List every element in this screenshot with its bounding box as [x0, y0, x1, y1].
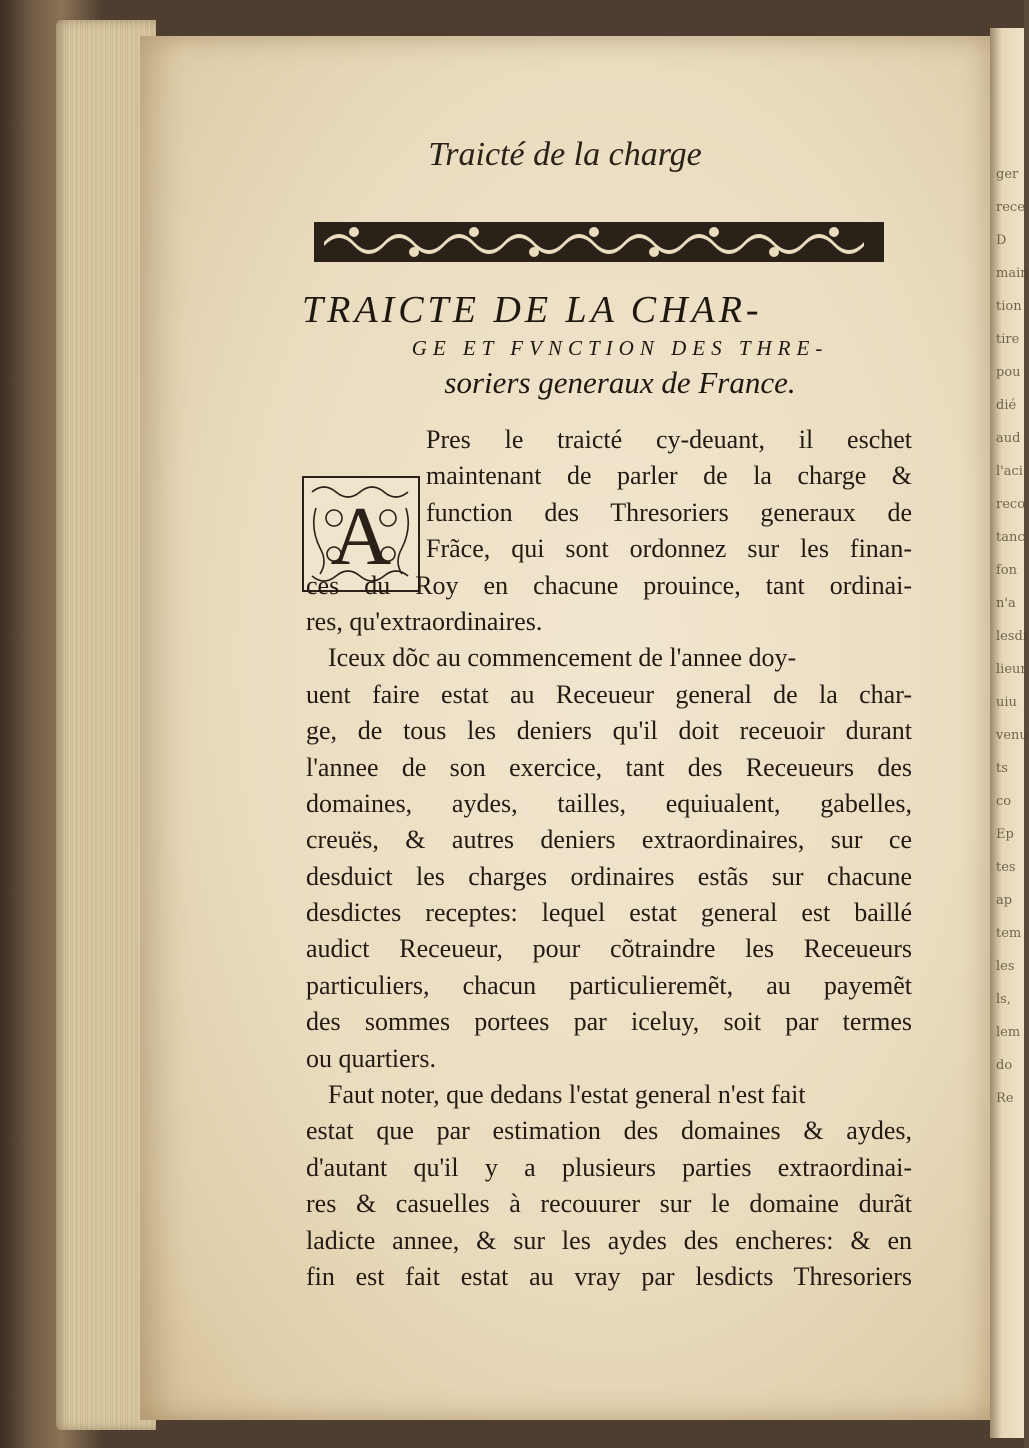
facing-page-fragment: tanc — [996, 530, 1025, 545]
chapter-title — [300, 288, 940, 401]
text-line: Faut noter, que dedans l'estat general n'est fait — [328, 1080, 806, 1110]
facing-page-fragment: venu — [996, 728, 1028, 743]
text-line: d'autant qu'il y a plusieurs parties extraordinai- — [306, 1152, 912, 1182]
facing-page-fragment: lieur — [996, 662, 1027, 677]
chapter-title-line-3: soriers generaux de France. — [444, 365, 796, 400]
facing-page-fragment: main — [996, 266, 1029, 281]
book-page — [140, 36, 990, 1420]
text-line: l'annee de son exercice, tant des Receueurs des — [306, 752, 912, 782]
facing-page-fragment: do — [996, 1058, 1013, 1073]
facing-page-fragment: D — [996, 233, 1007, 248]
text-line: particuliers, chacun particulieremẽt, au payemẽt — [306, 970, 912, 1000]
text-line: estat que par estimation des domaines & aydes, — [306, 1116, 912, 1146]
running-head: Traicté de la charge — [428, 136, 702, 173]
text-line: desduict les charges ordinaires estãs sur chacune — [306, 861, 912, 891]
facing-page-fragment: Re — [996, 1091, 1014, 1106]
text-line: ou quartiers. — [306, 1043, 436, 1073]
facing-page-fragment: lem — [996, 1025, 1021, 1040]
chapter-title-line-2: GE ET FVNCTION DES THRE- — [411, 336, 829, 360]
facing-page-fragment: tem — [996, 926, 1022, 941]
facing-page-fragment: Ep — [996, 827, 1014, 842]
text-line: ces du Roy en chacune prouince, tant ordinai- — [306, 570, 912, 600]
facing-page-text — [996, 158, 1029, 1115]
facing-page-fragment: ls, — [996, 992, 1011, 1007]
facing-page-fragment: co — [996, 794, 1012, 809]
facing-page-fragment: ap — [996, 893, 1013, 908]
text-line: Frãce, qui sont ordonnez sur les finan- — [426, 534, 912, 564]
text-line: domaines, aydes, tailles, equiualent, gabelles, — [306, 788, 912, 818]
facing-page-fragment: uiu — [996, 695, 1017, 710]
facing-page-fragment: tion — [996, 299, 1022, 314]
text-line: maintenant de parler de la charge & — [426, 461, 912, 491]
facing-page-fragment: n'a — [996, 596, 1016, 611]
ornament-band — [314, 216, 884, 268]
facing-page-fragment: aud — [996, 431, 1021, 446]
text-line: creuës, & autres deniers extraordinaires, sur ce — [306, 825, 912, 855]
text-line: desdictes receptes: lequel estat general est baillé — [306, 898, 912, 928]
text-line: ladicte annee, & sur les aydes des encheres: & en — [306, 1225, 912, 1255]
facing-page-fragment: les — [996, 959, 1015, 974]
text-line: function des Thresoriers generaux de — [426, 497, 912, 527]
text-line: Iceux dõc au commencement de l'annee doy- — [328, 643, 797, 673]
text-line: fin est fait estat au vray par lesdicts Thresoriers — [306, 1261, 912, 1291]
text-line: Pres le traicté cy-deuant, il eschet — [426, 425, 912, 454]
facing-page-fragment: pou — [996, 365, 1021, 380]
text-line: audict Receueur, pour cõtraindre les Receueurs — [306, 934, 912, 964]
drop-cap-letter: A — [330, 490, 392, 583]
facing-page-fragment: tire — [996, 332, 1020, 347]
text-line: des sommes portees par iceluy, soit par termes — [306, 1007, 912, 1037]
facing-page-fragment: l'aci — [996, 464, 1023, 479]
facing-page-fragment: ts — [996, 761, 1008, 776]
facing-page-fragment: fon — [996, 563, 1018, 578]
facing-page-fragment: rece — [996, 200, 1025, 215]
facing-page-fragment: dié — [996, 398, 1017, 413]
chapter-title-line-1: TRAICTE DE LA CHAR- — [302, 289, 763, 331]
facing-page-fragment: reco — [996, 497, 1026, 512]
text-line: res & casuelles à recouurer sur le domaine durãt — [306, 1189, 912, 1219]
text-line: res, qu'extraordinaires. — [306, 606, 543, 636]
facing-page-fragment: tes — [996, 860, 1016, 875]
facing-page-fragment: lesdi — [996, 629, 1028, 644]
text-line: ge, de tous les deniers qu'il doit receuoir durant — [306, 716, 912, 746]
facing-page-edge — [990, 28, 1029, 1438]
facing-page-fragment: ger — [996, 167, 1019, 182]
text-line: uent faire estat au Receueur general de la char- — [306, 679, 912, 709]
body-text — [306, 422, 912, 1295]
